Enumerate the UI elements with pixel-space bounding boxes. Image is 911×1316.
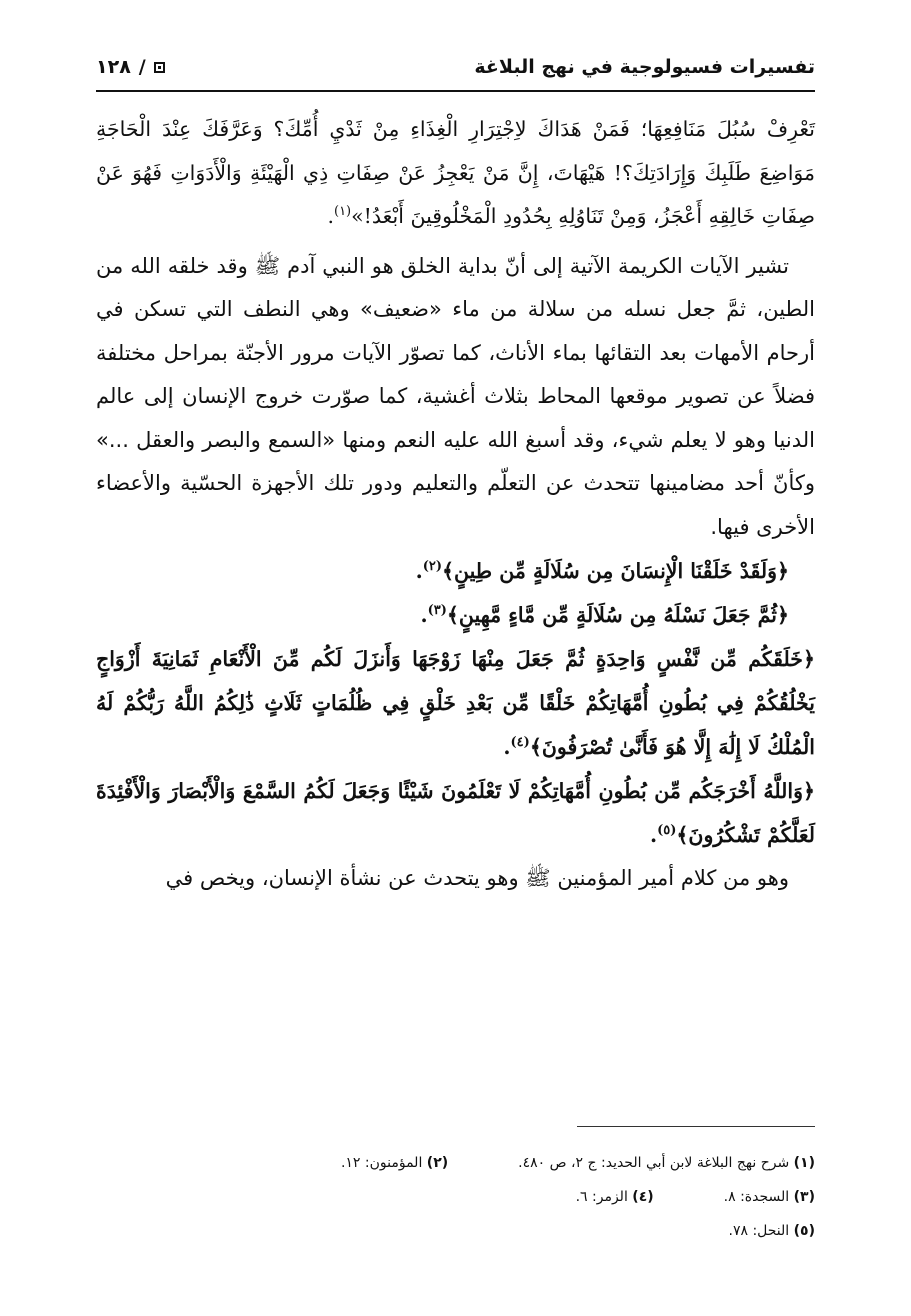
footnote-2-num: (٢) bbox=[426, 1155, 449, 1171]
main-text bbox=[96, 108, 815, 901]
header-title: تفسيرات فسيولوجية في نهج البلاغة bbox=[474, 56, 815, 78]
verse-4: ﴿وَاللَّهُ أَخْرَجَكُم مِّن بُطُونِ أُمَّهَاتِكُمْ لَا تَعْلَمُونَ شَيْئًا وَجَعَلَ لَكُمُ السَّمْعَ وَالْأَبْصَارَ وَالْأَفْئِدَةَ لَعَلَّكُمْ تَشْكُرُونَ﴾$^{(٥)}$. bbox=[96, 779, 815, 847]
page-number: ١٢٨ bbox=[96, 56, 131, 78]
header-separator: / bbox=[138, 56, 146, 78]
footnotes bbox=[96, 1146, 815, 1248]
footnote-row-1 bbox=[96, 1146, 815, 1180]
footnote-4-num: (٤) bbox=[632, 1189, 654, 1205]
footnote-5 bbox=[729, 1214, 816, 1248]
footnote-ref-5: (٥) bbox=[657, 823, 677, 839]
footnote-row-3 bbox=[96, 1214, 815, 1248]
footnote-4 bbox=[576, 1180, 654, 1214]
footnote-3-num: (٣) bbox=[793, 1189, 815, 1205]
footnote-2-text: المؤمنون: ١٢. bbox=[340, 1155, 423, 1171]
footnote-ref-2: (٢) bbox=[422, 559, 442, 575]
square-ornament-icon bbox=[154, 62, 165, 73]
verse-1: ﴿وَلَقَدْ خَلَقْنَا الْإِنسَانَ مِن سُلَالَةٍ مِّن طِينٍ﴾$^{(٢)}$. bbox=[415, 559, 789, 583]
footnote-ref-3: (٣) bbox=[427, 603, 447, 619]
footnote-4-text: الزمر: ٦. bbox=[575, 1189, 628, 1205]
footnote-1-num: (١) bbox=[793, 1155, 815, 1171]
paragraph-intro: تشير الآيات الكريمة الآتية إلى أنّ بداية الخلق هو النبي آدم ﷺ وقد خلقه الله من الطين، ثمَّ جعل نسله من سلالة من ماء «ضعيف» وهي النطف التي تسكن في أرحام الأمهات بعد التقائها بماء الأناث، كما تصوّر الآيات مرور الأجنّة بمراحل مختلفة فضلاً عن تصوير موقعها المحاط بثلاث أغشية، كما صوّرت خروج الإنسان إلى عالم الدنيا وهو لا يعلم شيء، وقد أسبغ الله عليه النعم ومنها «السمع والبصر والعقل ...» وكأنّ أحد مضامينها تتحدث عن التعلّم والتعليم ودور تلك الأجهزة الحسّية والأعضاء الأخرى فيها. bbox=[96, 253, 815, 539]
footnote-2 bbox=[341, 1146, 448, 1180]
verse-3-text: ﴿خَلَقَكُم مِّن نَّفْسٍ وَاحِدَةٍ ثُمَّ جَعَلَ مِنْهَا زَوْجَهَا وَأَنزَلَ لَكُم مِّنَ الْأَنْعَامِ ثَمَانِيَةَ أَزْوَاجٍ يَخْلُقُكُمْ فِي بُطُونِ أُمَّهَاتِكُمْ خَلْقًا مِّن بَعْدِ خَلْقٍ فِي ظُلُمَاتٍ ثَلَاثٍ ذَٰلِكُمُ اللَّهُ رَبُّكُمْ لَهُ الْمُلْكُ لَا إِلَٰهَ إِلَّا هُوَ فَأَنَّىٰ تُصْرَفُونَ﴾ bbox=[96, 647, 815, 759]
verse-2-text: ﴿ثُمَّ جَعَلَ نَسْلَهُ مِن سُلَالَةٍ مِّن مَّاءٍ مَّهِينٍ﴾ bbox=[446, 603, 789, 627]
footnote-ref-1: (١) bbox=[333, 204, 352, 220]
verse-2: ﴿ثُمَّ جَعَلَ نَسْلَهُ مِن سُلَالَةٍ مِّن مَّاءٍ مَّهِينٍ﴾$^{(٣)}$. bbox=[420, 603, 789, 627]
footnote-5-num: (٥) bbox=[793, 1223, 815, 1239]
quote-text: تَعْرِفْ سُبُلَ مَنَافِعِهَا؛ فَمَنْ هَدَاكَ لاِجْتِرَارِ الْغِذَاءِ مِنْ ثَدْيِ أُمِّكَ؟ وَعَرَّفَكَ عِنْدَ الْحَاجَةِ مَوَاضِعَ طَلَبِكَ وَإِرَادَتِكَ؟! هَيْهَاتَ، إِنَّ مَنْ يَعْجِزُ عَنْ صِفَاتِ ذِي الْهَيْئَةِ وَالْأَدَوَاتِ فَهُوَ عَنْ صِفَاتِ خَالِقِهِ أَعْجَزُ، وَمِنْ تَنَاوُلِهِ بِحُدُودِ الْمَخْلُوقِينَ أَبْعَدُ!» bbox=[96, 117, 815, 228]
header-page-number-group bbox=[96, 56, 165, 78]
footnote-ref-4: (٤) bbox=[510, 735, 530, 751]
footnote-divider bbox=[577, 1126, 815, 1127]
paragraph-closing: وهو من كلام أمير المؤمنين ﷺ وهو يتحدث عن نشأة الإنسان، ويخص في bbox=[165, 866, 789, 890]
footnote-5-text: النحل: ٧٨. bbox=[728, 1223, 790, 1239]
footnote-row-2 bbox=[96, 1180, 815, 1214]
footnote-3 bbox=[724, 1180, 815, 1214]
verse-3: ﴿خَلَقَكُم مِّن نَّفْسٍ وَاحِدَةٍ ثُمَّ جَعَلَ مِنْهَا زَوْجَهَا وَأَنزَلَ لَكُم مِّنَ الْأَنْعَامِ ثَمَانِيَةَ أَزْوَاجٍ يَخْلُقُكُمْ فِي بُطُونِ أُمَّهَاتِكُمْ خَلْقًا مِّن بَعْدِ خَلْقٍ فِي ظُلُمَاتٍ ثَلَاثٍ ذَٰلِكُمُ اللَّهُ رَبُّكُمْ لَهُ الْمُلْكُ لَا إِلَٰهَ إِلَّا هُوَ فَأَنَّىٰ تُصْرَفُونَ﴾$^{(٤)}$. bbox=[96, 647, 815, 759]
quote-continuation: تَعْرِفْ سُبُلَ مَنَافِعِهَا؛ فَمَنْ هَدَاكَ لاِجْتِرَارِ الْغِذَاءِ مِنْ ثَدْيِ أُمِّكَ؟ وَعَرَّفَكَ عِنْدَ الْحَاجَةِ مَوَاضِعَ طَلَبِكَ وَإِرَادَتِكَ؟! هَيْهَاتَ، إِنَّ مَنْ يَعْجِزُ عَنْ صِفَاتِ ذِي الْهَيْئَةِ وَالْأَدَوَاتِ فَهُوَ عَنْ صِفَاتِ خَالِقِهِ أَعْجَزُ، وَمِنْ تَنَاوُلِهِ بِحُدُودِ الْمَخْلُوقِينَ أَبْعَدُ!»$^{(١)}$. bbox=[96, 117, 815, 228]
footnote-1 bbox=[518, 1146, 815, 1180]
footnote-3-text: السجدة: ٨. bbox=[723, 1189, 790, 1205]
footnote-1-text: شرح نهج البلاغة لابن أبي الحديد: ج ٢، ص ٤٨٠. bbox=[518, 1155, 790, 1171]
running-header bbox=[96, 44, 815, 92]
verse-1-text: ﴿وَلَقَدْ خَلَقْنَا الْإِنسَانَ مِن سُلَالَةٍ مِّن طِينٍ﴾ bbox=[442, 559, 789, 583]
verse-4-text: ﴿وَاللَّهُ أَخْرَجَكُم مِّن بُطُونِ أُمَّهَاتِكُمْ لَا تَعْلَمُونَ شَيْئًا وَجَعَلَ لَكُمُ السَّمْعَ وَالْأَبْصَارَ وَالْأَفْئِدَةَ لَعَلَّكُمْ تَشْكُرُونَ﴾ bbox=[96, 779, 815, 847]
